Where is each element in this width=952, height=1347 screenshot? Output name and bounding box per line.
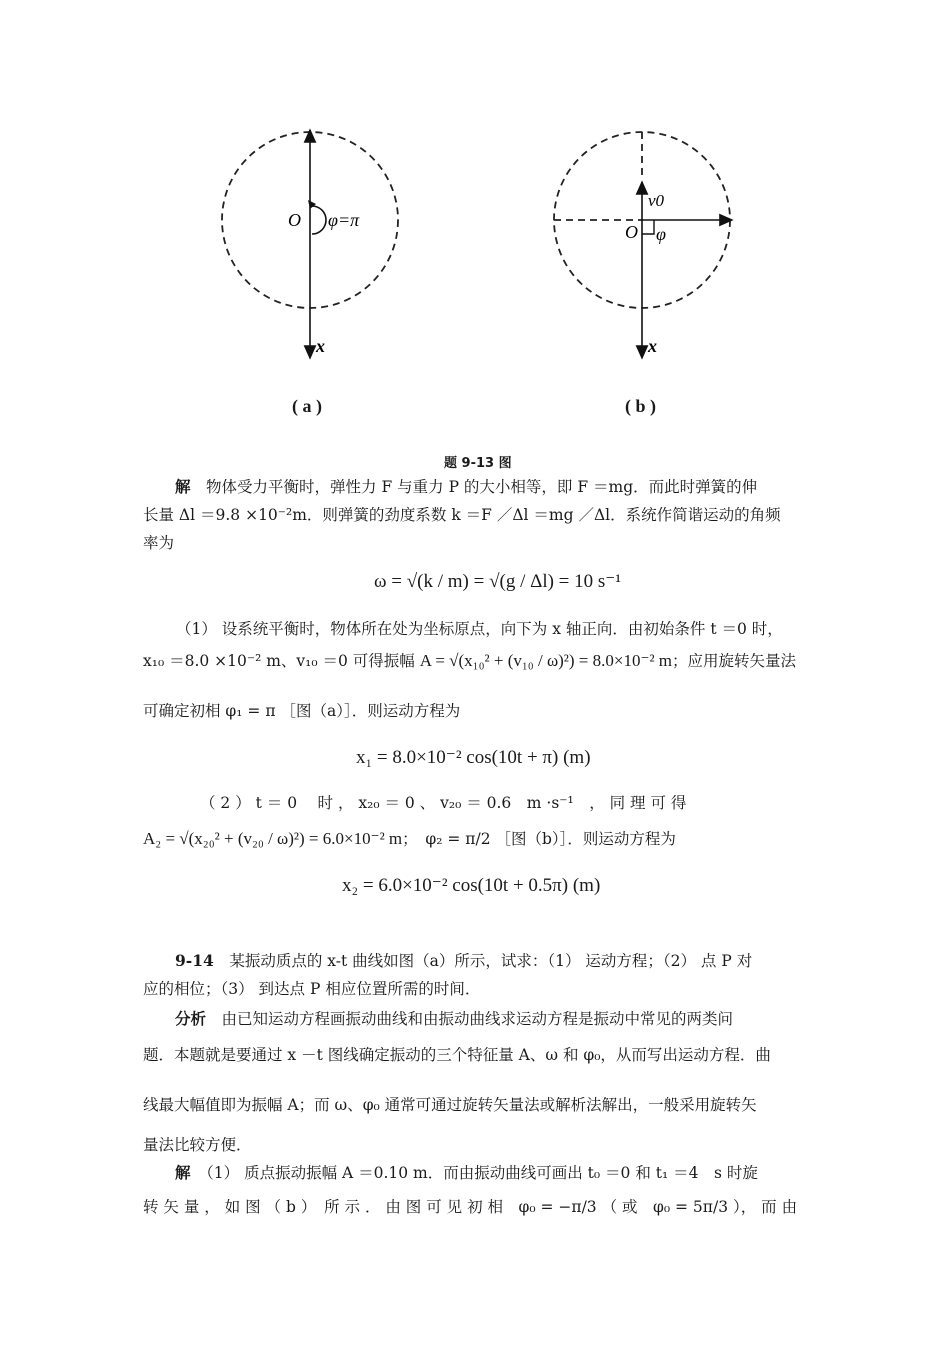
phi-label: φ=π	[328, 210, 360, 230]
part1-line-2	[143, 650, 810, 672]
solution-line-2: 长量 Δl ＝9.8 ×10⁻²m．则弹簧的劲度系数 k ＝F ／Δl ＝mg ／Δl．系统作简谐运动的角频	[143, 506, 781, 524]
solution-14-text: （1） 质点振动振幅 A ＝0.10 m．而由振动曲线可画出 t₀ ＝0 和 t₁ ＝4 s 时旋	[206, 1164, 758, 1182]
problem-text: 某振动质点的 x-t 曲线如图（a）所示，试求：（1） 运动方程；（2） 点 P 对	[229, 952, 753, 970]
phi-label: φ	[656, 224, 666, 244]
part1-line-1: （1） 设系统平衡时，物体所在处为坐标原点，向下为 x 轴正向．由初始条件 t ＝0 时，	[176, 620, 783, 638]
figure-b	[532, 120, 762, 370]
phase-arc	[312, 206, 326, 234]
analysis-line-3: 线最大幅值即为振幅 A；而 ω、φ₀ 通常可通过旋转矢量法或解析法解出，一般采用旋转矢	[143, 1096, 757, 1114]
x-label: x	[648, 336, 657, 356]
analysis-line-4: 量法比较方便．	[143, 1136, 252, 1154]
part1-text-b: ；应用旋转矢量法	[672, 652, 797, 670]
x-label: x	[316, 336, 325, 356]
solution-text: 物体受力平衡时，弹性力 F 与重力 P 的大小相等，即 F ＝mg．而此时弹簧的伸	[206, 478, 758, 496]
analysis-head: 分析	[175, 1009, 207, 1028]
right-angle-mark	[642, 220, 654, 234]
figure-a	[200, 120, 430, 370]
figure-a-caption: ( a )	[292, 396, 322, 416]
figure-title: 题 9-13 图	[444, 456, 512, 471]
solution-head: 解	[175, 477, 191, 496]
figure-b-caption: ( b )	[625, 396, 656, 416]
v0-label: v0	[648, 191, 665, 210]
part1-line-3: 可确定初相 φ₁ = π ［图（a）］．则运动方程为	[143, 702, 461, 720]
equation-x2: x₂ = 6.0×10⁻² cos(10t + 0.5π) (m)	[342, 875, 601, 896]
problem-line-1	[143, 950, 810, 972]
part1-text-a: x₁₀ ＝8.0 ×10⁻² m、v₁₀ ＝0 可得振幅	[143, 652, 415, 670]
solution-line-3: 率为	[143, 534, 175, 552]
part2-text-b: ； φ₂ = π/2 ［图（b）］．则运动方程为	[402, 830, 676, 848]
part2-line-1: （ 2 ） t ＝ 0 时 ， x₂₀ ＝ 0 、 v₂₀ ＝ 0.6 m ·s⁻¹ ， 同 理 可 得	[200, 794, 687, 812]
problem-line-2: 应的相位；（3） 到达点 P 相应位置所需的时间．	[143, 980, 481, 998]
origin-label: O	[625, 222, 638, 242]
analysis-line-1	[143, 1008, 810, 1030]
equation-omega: ω = √(k / m) = √(g / Δl) = 10 s⁻¹	[374, 571, 622, 592]
solution-14-line-1	[143, 1162, 810, 1184]
solution-14-line-2: 转 矢 量 ， 如 图 （ b ） 所 示 ． 由 图 可 见 初 相 φ₀ = −π/3 （ 或 φ₀ = 5π/3 ）， 而 由	[143, 1198, 798, 1216]
analysis-line-2: 题．本题就是要通过 x －t 图线确定振动的三个特征量 A、ω 和 φ₀，从而写出运动方程．曲	[143, 1046, 771, 1064]
problem-number: 9-14	[175, 951, 214, 970]
origin-label: O	[288, 210, 301, 230]
part2-line-2	[143, 828, 810, 850]
equation-amplitude-2: A₂ = √(x₂₀² + (v₂₀ / ω)²) = 6.0×10⁻² m	[143, 829, 403, 848]
solution-line-1	[143, 476, 810, 498]
equation-amplitude-1: A = √(x₁₀² + (v₁₀ / ω)²) = 8.0×10⁻² m	[419, 651, 673, 670]
solution-14-head: 解	[175, 1163, 191, 1182]
equation-x1: x₁ = 8.0×10⁻² cos(10t + π) (m)	[356, 747, 591, 768]
analysis-text: 由已知运动方程画振动曲线和由振动曲线求运动方程是振动中常见的两类问	[221, 1010, 734, 1028]
